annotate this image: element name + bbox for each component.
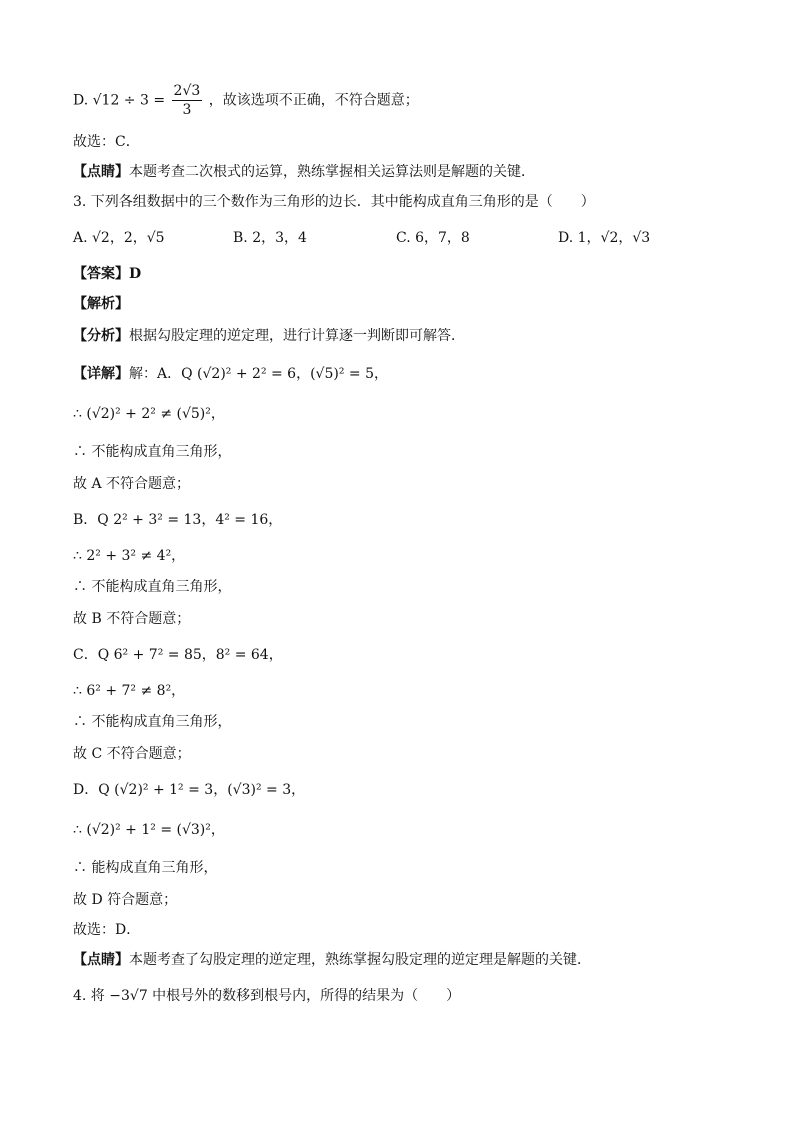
step-line: ∴ 6² + 7² ≠ 8²， [73, 683, 186, 699]
comment-text: 本题考查二次根式的运算，熟练掌握相关运算法则是解题的关键． [129, 164, 535, 180]
step-line: C．Q 6² + 7² = 85，8² = 64， [73, 647, 283, 663]
option-d: D. 1，√2，√3 [558, 230, 651, 246]
option-b: B. 2，3，4 [233, 230, 307, 246]
comment-line [73, 162, 754, 182]
answer-label: 【答案】D [73, 266, 142, 282]
detail-text: 解：A．Q (√2)² + 2² = 6，(√5)² = 5， [129, 366, 388, 382]
step-line: 故 C 不符合题意； [73, 746, 191, 762]
step-line: ∴ (√2)² + 1² = (√3)²， [73, 822, 225, 838]
step-line: B．Q 2² + 3² = 13，4² = 16， [73, 512, 283, 528]
conclusion-text: ，故该选项不正确，不符合题意； [208, 92, 419, 109]
step-line: 故 A 不符合题意； [73, 476, 191, 492]
options-row [73, 228, 754, 248]
answer-choice-line: 故选：C． [73, 134, 140, 150]
detail-tag: 【详解】 [73, 366, 129, 382]
option-a: A. √2，2，√5 [73, 230, 165, 246]
comment-tag: 【点睛】 [73, 164, 129, 180]
step-line: ∴ 2² + 3² ≠ 4²， [73, 548, 186, 564]
step-line: 故 B 不符合题意； [73, 611, 191, 627]
step-line: ∴ 能构成直角三角形， [73, 860, 218, 876]
question-4: 4. 将 −3√7 中根号外的数移到根号内，所得的结果为（ ） [73, 988, 461, 1004]
answer-choice-line: 故选：D． [73, 922, 141, 938]
step-line: 故 D 符合题意； [73, 892, 178, 908]
fraction-numerator: 2√3 [173, 83, 201, 99]
comment-line [73, 950, 754, 970]
question-3: 3. 下列各组数据中的三个数作为三角形的边长．其中能构成直角三角形的是（ ） [73, 194, 595, 210]
option-c: C. 6，7，8 [396, 230, 470, 246]
comment-tag: 【点睛】 [73, 952, 129, 968]
option-d-line [73, 82, 754, 119]
math-expression: D. √12 ÷ 3 = [73, 92, 166, 109]
fraction [172, 82, 203, 119]
fraction-denominator: 3 [182, 102, 192, 118]
analysis-text: 根据勾股定理的逆定理，进行计算逐一判断即可解答． [129, 328, 465, 344]
analysis-tag: 【分析】 [73, 328, 129, 344]
step-line: ∴ (√2)² + 2² ≠ (√5)²， [73, 406, 225, 422]
comment-text: 本题考查了勾股定理的逆定理，熟练掌握勾股定理的逆定理是解题的关键． [129, 952, 591, 968]
step-line: ∴ 不能构成直角三角形， [73, 579, 232, 595]
detail-line [73, 364, 754, 384]
analysis-line [73, 326, 754, 346]
analysis-label: 【解析】 [73, 296, 129, 312]
step-line: ∴ 不能构成直角三角形， [73, 714, 232, 730]
step-line: ∴ 不能构成直角三角形， [73, 444, 232, 460]
step-line: D．Q (√2)² + 1² = 3，(√3)² = 3， [73, 782, 306, 798]
